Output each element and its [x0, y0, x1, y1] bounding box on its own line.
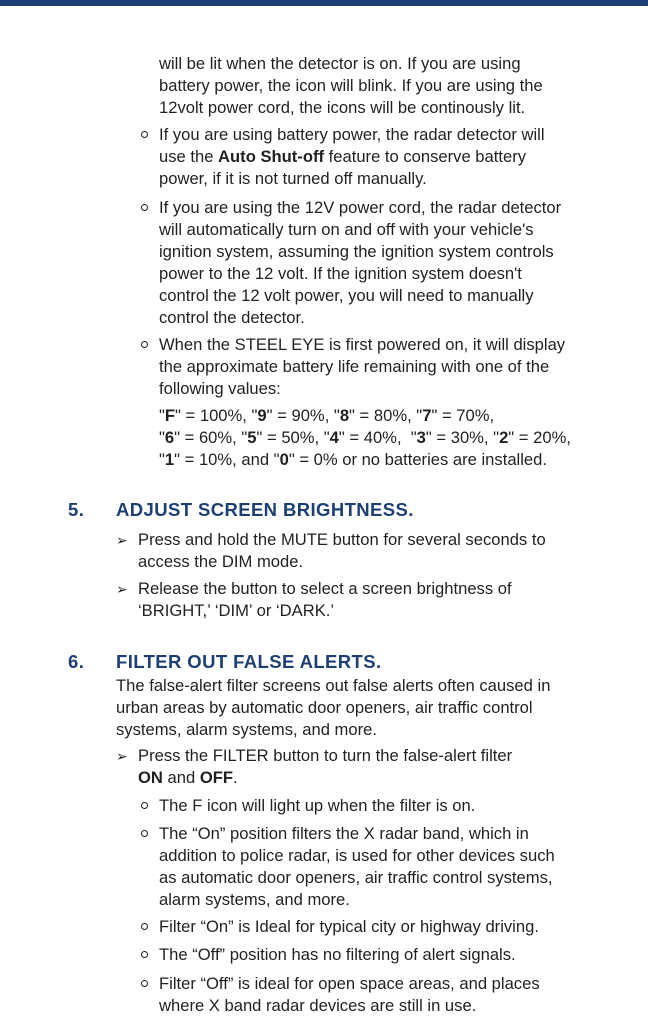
battery-pct: 90% [291, 406, 325, 425]
section-5-step-2 [116, 578, 566, 622]
battery-code: 7 [422, 406, 432, 425]
text-run: . [233, 768, 238, 787]
bullet-text: The F icon will light up when the filter is on. [159, 796, 476, 815]
section-6-title: FILTER OUT FALSE ALERTS. [116, 651, 382, 672]
filter-bullet-3 [141, 916, 571, 938]
bullet-text [159, 124, 571, 190]
section-5-step-1 [116, 529, 566, 573]
bullet-text: The “Off” position has no filtering of alert signals. [159, 945, 516, 964]
text-run: and [162, 768, 200, 787]
hollow-circle-bullet-icon [141, 830, 148, 837]
battery-pct: 10% [198, 450, 233, 469]
battery-code: 2 [499, 428, 509, 447]
hollow-circle-bullet-icon [141, 341, 148, 348]
battery-code: 9 [257, 406, 267, 425]
bullet-text: When the STEEL EYE is first powered on, it will display the approximate battery life remaining with one of the following values: [159, 335, 566, 398]
bullet-text: Filter “Off” is ideal for open space areas, and places where X band radar devices are still in use. [159, 974, 540, 1015]
battery-pct: 100% [199, 406, 243, 425]
power-bullet-3 [141, 334, 571, 400]
bullet-text: Filter “On” is Ideal for typical city or highway driving. [159, 917, 539, 936]
text-run: Press the FILTER button to turn the false-alert filter [138, 746, 513, 765]
battery-pct: 40% [363, 428, 397, 447]
section-6-intro: The false-alert filter screens out false alerts often caused in urban areas by automatic door openers, air traffic control systems, alarm systems, and more. [116, 676, 551, 739]
battery-line: "6" = 60%, "5" = 50%, "4" = 40%, "3" = 30%, "2" = 20%, [159, 428, 571, 447]
arrowhead-bullet-icon: ➢ [116, 748, 128, 764]
battery-code: 3 [416, 428, 426, 447]
step-text [138, 745, 566, 789]
battery-code: 4 [329, 428, 339, 447]
auto-shut-off-term: Auto Shut-off [218, 147, 325, 166]
hollow-circle-bullet-icon [141, 802, 148, 809]
battery-code: 1 [164, 450, 175, 469]
hollow-circle-bullet-icon [141, 923, 148, 930]
section-5-title: ADJUST SCREEN BRIGHTNESS. [116, 499, 414, 520]
battery-values [159, 405, 579, 471]
text-run: If you are using battery power, the radar detector will use the [159, 125, 545, 166]
filter-bullet-5 [141, 973, 571, 1017]
battery-pct: 60% [198, 428, 233, 447]
on-term: ON [138, 768, 163, 787]
section-6-step-1 [116, 745, 566, 789]
filter-bullet-1 [141, 795, 571, 817]
battery-pct: 70% [456, 406, 490, 425]
text-run: feature to conserve battery power, if it is not turned off manually. [159, 147, 527, 188]
battery-code: 6 [164, 428, 175, 447]
battery-code: 8 [339, 406, 350, 425]
hollow-circle-bullet-icon [141, 204, 148, 211]
power-bullet-2 [141, 197, 571, 329]
step-text: Press and hold the MUTE button for several seconds to access the DIM mode. [138, 530, 546, 571]
battery-code: F [164, 406, 176, 425]
filter-bullet-4 [141, 944, 571, 966]
section-5-number: 5. [68, 499, 85, 520]
arrowhead-bullet-icon: ➢ [116, 581, 128, 597]
battery-code: 0 [279, 450, 289, 469]
battery-line: "1" = 10%, and "0" = 0% or no batteries are installed. [159, 450, 547, 469]
bullet-text: If you are using the 12V power cord, the radar detector will automatically turn on and off with your vehicle's ignition system, assuming the ignition system controls power to the 12 volt. If the ignition system doesn't control the 12 volt power, you will need to manually control the detector. [159, 198, 562, 327]
battery-code: 5 [247, 428, 257, 447]
battery-pct: 80% [373, 406, 408, 425]
battery-pct: 30% [450, 428, 484, 447]
hollow-circle-bullet-icon [141, 951, 148, 958]
top-color-band [0, 0, 648, 6]
battery-line: "F" = 100%, "9" = 90%, "8" = 80%, "7" = 70%, [159, 406, 495, 425]
hollow-circle-bullet-icon [141, 131, 148, 138]
arrowhead-bullet-icon: ➢ [116, 532, 128, 548]
battery-pct: 20% [533, 428, 567, 447]
battery-pct: 50% [281, 428, 315, 447]
bullet-text: The “On” position filters the X radar band, which in addition to police radar, is used for other devices such as automatic door openers, air traffic control systems, alarm systems, and more. [159, 824, 555, 909]
off-term: OFF [199, 768, 233, 787]
step-text: Release the button to select a screen brightness of ‘BRIGHT,’ ‘DIM’ or ‘DARK.’ [138, 579, 512, 620]
intro-continuation-text: will be lit when the detector is on. If you are using battery power, the icon will blink. If you are using the 12volt power cord, the icons will be continously lit. [159, 54, 543, 117]
battery-pct: 0% or no batteries are installed. [313, 450, 547, 469]
section-6-number: 6. [68, 651, 85, 672]
hollow-circle-bullet-icon [141, 980, 148, 987]
filter-bullet-2 [141, 823, 571, 911]
power-bullet-1 [141, 124, 571, 190]
